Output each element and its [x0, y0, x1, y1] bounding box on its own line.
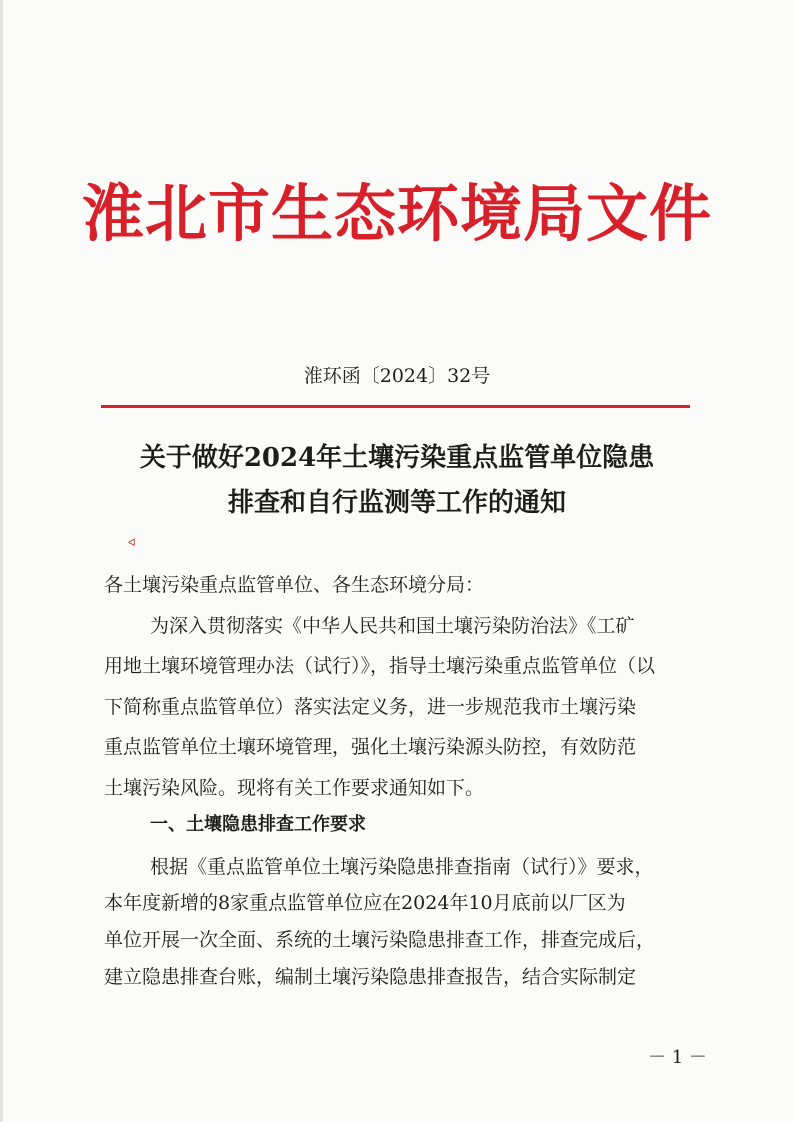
red-separator-line [101, 405, 690, 408]
paragraph-1-line-3: 下简称重点监管单位）落实法定义务，进一步规范我市土壤污染 [104, 696, 637, 718]
document-number: 淮环函〔2024〕32号 [303, 365, 491, 387]
paragraph-2-line-1: 根据《重点监管单位土壤污染隐患排查指南（试行）》要求， [150, 856, 654, 878]
paragraph-2-line-3: 单位开展一次全面、系统的土壤污染隐患排查工作，排查完成后， [104, 929, 656, 951]
stamp-mark-icon: ᐊ [128, 538, 136, 549]
letterhead-title: 淮北市生态环境局文件 [81, 177, 712, 250]
title-line-2: 排查和自行监测等工作的通知 [227, 488, 566, 518]
paragraph-1-line-4: 重点监管单位土壤环境管理，强化土壤污染源头防控，有效防范 [104, 736, 637, 758]
salutation: 各土壤污染重点监管单位、各生态环境分局： [104, 574, 485, 596]
scan-edge [0, 0, 3, 1122]
page-number: － 1 － [648, 1047, 707, 1068]
paragraph-1-line-2: 用地土壤环境管理办法（试行）》，指导土壤污染重点监管单位（以 [104, 655, 656, 677]
paragraph-1-line-1: 为深入贯彻落实《中华人民共和国土壤污染防治法》《工矿 [150, 615, 635, 637]
section-1-heading: 一、土壤隐患排查工作要求 [150, 814, 366, 835]
document-title [0, 436, 794, 526]
paragraph-1-line-5: 土壤污染风险。现将有关工作要求通知如下。 [104, 777, 485, 799]
paragraph-2-line-4: 建立隐患排查台账，编制土壤污染隐患排查报告，结合实际制定 [104, 966, 637, 988]
paragraph-2-line-2: 本年度新增的8家重点监管单位应在2024年10月底前以厂区为 [104, 892, 626, 914]
title-line-1: 关于做好2024年土壤污染重点监管单位隐患 [139, 443, 655, 473]
